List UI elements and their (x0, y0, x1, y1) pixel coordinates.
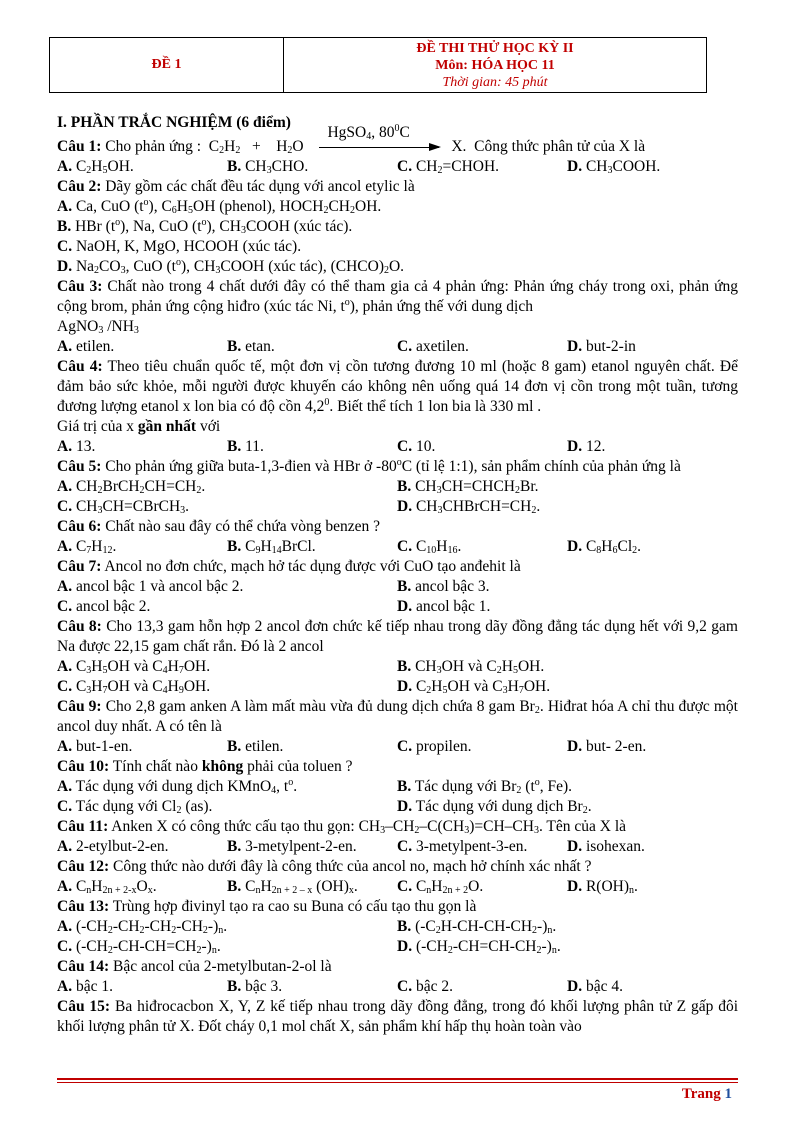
option-a: A. $C_3H_5OH$ và $C_4H_7OH$. (57, 658, 211, 676)
question-5: Câu 5: Cho phản ứng giữa buta-1,3-đien và HBr ở -80$^o$C (tỉ lệ 1:1), sản phẩm chính của phản ứng là (57, 457, 681, 475)
exam-title-cell (284, 38, 707, 93)
question-text: Tính chất nào (112, 758, 198, 775)
question-12 (57, 857, 738, 877)
option-a: A. $(-CH_2-CH_2-CH_2-CH_2-)_n$. (57, 918, 228, 936)
exam-time: Thời gian: 45 phút (442, 74, 548, 90)
question-11: Câu 11: Anken X có công thức cấu tạo thu gọn: $CH_3-CH_2-C(CH_3)=CH-CH_3$. Tên của X là (57, 818, 627, 836)
question-text: Cho 2,8 gam anken A làm mất màu vừa đủ dung dịch chứa 8 gam Br (105, 698, 535, 715)
question-text: Ancol no đơn chức, mạch hở tác dụng được với CuO tạo anđehit là (104, 558, 521, 575)
option-a: A. $C_2H_5OH$. (57, 158, 134, 176)
option-b: B. etilen. (227, 738, 284, 755)
option-b: B. ancol bậc 3. (397, 578, 490, 595)
question-label: Câu 8: (57, 618, 102, 635)
option-a: A. 13. (57, 438, 96, 455)
option-b: B. $(-C_2H-CH-CH-CH_2-)_n$. (397, 918, 557, 936)
question-14 (57, 957, 738, 977)
options-row (57, 917, 738, 937)
option-d: D. Tác dụng với dung dịch $Br_2$. (397, 798, 592, 816)
option-c: C. ancol bậc 2. (57, 598, 151, 615)
option-b: B. $CH_3CH=CHCH_2Br$. (397, 478, 539, 496)
section-title: I. PHẦN TRẮC NGHIỆM (6 điểm) (57, 114, 291, 131)
footer-rule-thin (57, 1082, 738, 1083)
question-9: Câu 9: Cho 2,8 gam anken A làm mất màu vừa đủ dung dịch chứa 8 gam $Br_2$. Hiđrat hóa A chỉ thu được một ancol duy nhất. A có tên là (57, 698, 738, 735)
question-text: Anken X có công thức cấu tạo thu gọn: (111, 818, 355, 835)
question-label: Câu 7: (57, 558, 102, 575)
question-13 (57, 897, 738, 917)
question-3: Câu 3: Chất nào trong 4 chất dưới đây có thể tham gia cả 4 phản ứng: Phản ứng cháy trong oxi, phản ứng cộng brom, phản ứng cộng hiđro (xúc tác Ni, $t^o$), phản ứng thế với dung dịch AgNO$_3$ $/NH_3$ (57, 278, 739, 336)
option-a: A. $C_nH_{2n + 2-x}O_x$. (57, 878, 157, 896)
question-label: Câu 1: (57, 138, 102, 155)
options-row (57, 577, 738, 597)
option-b: B. Tác dụng với $Br_2$ ($t^o$, Fe). (397, 777, 573, 796)
option-a: A. bậc 1. (57, 978, 113, 995)
page-number-value: 1 (724, 1086, 732, 1102)
question-text: Cho phản ứng giữa buta-1,3-đien và HBr ở -80 (105, 458, 397, 475)
option-b: B. etan. (227, 338, 275, 355)
option-c: C. $C_3H_7OH$ và $C_4H_9OH$. (57, 678, 211, 696)
option-a: A. ancol bậc 1 và ancol bậc 2. (57, 578, 244, 595)
option-c: C. $C_{10}H_{16}$. (397, 538, 462, 556)
reaction-arrow-icon: HgSO$_4$, $80^0C$ (319, 137, 439, 157)
option-b: B. bậc 3. (227, 978, 283, 995)
option-b: B. 11. (227, 438, 264, 455)
options-row (57, 657, 738, 677)
question-label: Câu 12: (57, 858, 110, 875)
options-row (57, 497, 738, 517)
options-row (57, 597, 738, 617)
page-label: Trang (681, 1086, 721, 1102)
option-c: C. 3-metylpent-3-en. (397, 838, 528, 855)
question-label: Câu 10: (57, 758, 110, 775)
option-b: B. $CH_3OH$ và $C_2H_5OH$. (397, 658, 545, 676)
question-label: Câu 14: (57, 958, 110, 975)
option-c: C. bậc 2. (397, 978, 453, 995)
question-text: Chất nào trong 4 chất dưới đây có thể tham gia cả 4 phản ứng: Phản ứng cháy trong oxi, phản ứng cộng brom, phản ứng cộng hiđro (xúc tác Ni, t (57, 278, 739, 315)
exam-body (57, 113, 738, 1037)
page-number (682, 1086, 732, 1103)
option-a: A. $C_7H_{12}$. (57, 538, 117, 556)
question-6 (57, 517, 738, 537)
options-row (57, 977, 738, 997)
question-1 (57, 123, 738, 157)
question-15 (57, 997, 738, 1037)
question-10 (57, 757, 738, 777)
options-row (57, 837, 738, 857)
options-row (57, 937, 738, 957)
question-label: Câu 9: (57, 698, 102, 715)
options-row (57, 437, 738, 457)
question-text: Công thức nào dưới đây là công thức của ancol no, mạch hở chính xác nhất ? (112, 858, 592, 875)
option-d: D. ancol bậc 1. (397, 598, 491, 615)
question-text: Chất nào sau đây có thể chứa vòng benzen ? (105, 518, 381, 535)
option-c: C. $CH_3CH=CBrCH_3$. (57, 498, 190, 516)
option-c: C. $CH_2=CHOH$. (397, 158, 500, 176)
option-d: D. $(-CH_2-CH=CH-CH_2-)_n$. (397, 938, 561, 956)
option-b: B. HBr $(t^o)$, Na, CuO $(t^o)$, $CH_3COOH$ (xúc tác). (57, 217, 353, 236)
option-c: C. $(-CH_2-CH-CH=CH_2-)_n$. (57, 938, 221, 956)
question-label: Câu 11: (57, 818, 109, 835)
question-text: Cho 13,3 gam hỗn hợp 2 ancol đơn chức kế tiếp nhau trong dãy đồng đẳng tác dụng hết với 9,2 gam Na được 22,15 gam chất rắn. Đó là 2 ancol (57, 618, 738, 655)
exam-title: ĐỀ THI THỬ HỌC KỲ II (416, 40, 574, 56)
reaction-equation: $C_2H_2$ + $H_2O$ (204, 138, 304, 156)
options-row (57, 877, 738, 897)
exam-subject: Môn: HÓA HỌC 11 (435, 57, 555, 73)
option-b: B. $C_9H_{14}BrCl$. (227, 538, 316, 556)
options-row (57, 337, 738, 357)
options-row (57, 737, 738, 757)
option-b: B. $C_nH_{2n + 2 - x}$ $(OH)_x$. (227, 878, 358, 896)
question-text-end: phải của toluen ? (247, 758, 353, 775)
question-label: Câu 5: (57, 458, 102, 475)
option-b: B. 3-metylpent-2-en. (227, 838, 357, 855)
question-text: Cho phản ứng : (105, 138, 202, 155)
option-d: D. $CH_3COOH$. (567, 158, 661, 176)
option-d: D. $Na_2CO_3$, CuO $(t^o)$, $CH_3COOH$ (xúc tác), $(CHCO)_2O$. (57, 257, 405, 276)
question-text: Trùng hợp đivinyl tạo ra cao su Buna có cấu tạo thu gọn là (112, 898, 477, 915)
question-label: Câu 2: (57, 178, 102, 195)
question-text-end: X. Công thức phân tử của X là (451, 138, 646, 155)
options-row (57, 797, 738, 817)
question-text: Bậc ancol của 2-metylbutan-2-ol là (112, 958, 332, 975)
option-c: C. 10. (397, 438, 436, 455)
question-label: Câu 3: (57, 278, 103, 295)
question-emphasis: không (201, 758, 244, 775)
question-7 (57, 557, 738, 577)
option-c: C. axetilen. (397, 338, 469, 355)
option-a: A. etilen. (57, 338, 115, 355)
option-d: D. but-2-in (567, 338, 636, 355)
option-d: D. 12. (567, 438, 606, 455)
options-row (57, 677, 738, 697)
question-label: Câu 13: (57, 898, 110, 915)
option-d: D. $R(OH)_n$. (567, 878, 638, 896)
option-b: B. $CH_3CHO$. (227, 158, 309, 176)
options-row (57, 157, 738, 177)
option-a: A. Tác dụng với dung dịch KMnO$_4$, $t^o$. (57, 777, 298, 796)
question-label: Câu 15: (57, 998, 111, 1015)
option-d: D. $C_2H_5OH$ và $C_3H_7OH$. (397, 678, 551, 696)
option-a: A. 2-etylbut-2-en. (57, 838, 169, 855)
footer-rule (57, 1078, 738, 1080)
option-c: C. propilen. (397, 738, 472, 755)
question-text: Dãy gồm các chất đều tác dụng với ancol etylic là (105, 178, 415, 195)
option-a: A. $CH_2BrCH_2CH=CH_2$. (57, 478, 206, 496)
question-8 (57, 617, 738, 657)
option-c: C. NaOH, K, MgO, HCOOH (xúc tác). (57, 238, 302, 255)
option-d: D. $C_8H_6Cl_2$. (567, 538, 642, 556)
options-row (57, 477, 738, 497)
question-label: Câu 4: (57, 358, 103, 375)
options-row (57, 777, 738, 797)
exam-code: ĐỀ 1 (50, 38, 284, 93)
option-a: A. Ca, CuO $(t^o)$, $C_6H_5OH$ (phenol), $HOCH_2CH_2OH$. (57, 197, 382, 216)
question-4: Câu 4: Theo tiêu chuẩn quốc tế, một đơn vị cồn tương đương 10 ml (hoặc 8 gam) etanol nguyên chất. Để đảm bảo sức khỏe, mỗi người được khuyến cáo không nên uống quá 14 đơn vị cồn trong một tuần, tương đương lượng etanol x lon bia có độ cồn $4,2^0$. Biết thể tích 1 lon bia là 330 ml . Giá trị của x gần nhất với (57, 358, 738, 435)
option-d: D. isohexan. (567, 838, 645, 855)
exam-header (49, 37, 707, 93)
option-d: D. $CH_3CHBrCH=CH_2$. (397, 498, 541, 516)
question-text: Ba hiđrocacbon X, Y, Z kế tiếp nhau trong dãy đồng đẳng, trong đó khối lượng phân tử Z gấp đôi khối lượng phân tử X. Đốt cháy 0,1 mol chất X, sản phẩm khí hấp thụ hoàn toàn vào (57, 998, 739, 1035)
option-a: A. but-1-en. (57, 738, 133, 755)
question-label: Câu 6: (57, 518, 102, 535)
option-d: D. bậc 4. (567, 978, 623, 995)
option-c: C. Tác dụng với $Cl_2$ (as). (57, 798, 213, 816)
option-d: D. but- 2-en. (567, 738, 647, 755)
option-c: C. $C_nH_{2n + 2}O$. (397, 878, 484, 896)
question-2 (57, 177, 738, 197)
question-text: Theo tiêu chuẩn quốc tế, một đơn vị cồn tương đương 10 ml (hoặc 8 gam) etanol nguyên chất. Để đảm bảo sức khỏe, mỗi người được khuyến cáo không nên uống quá 14 đơn vị cồn trong một tuần, tương đương lượng etanol x lon bia có độ cồn 4,2 (57, 358, 738, 415)
options-row (57, 537, 738, 557)
